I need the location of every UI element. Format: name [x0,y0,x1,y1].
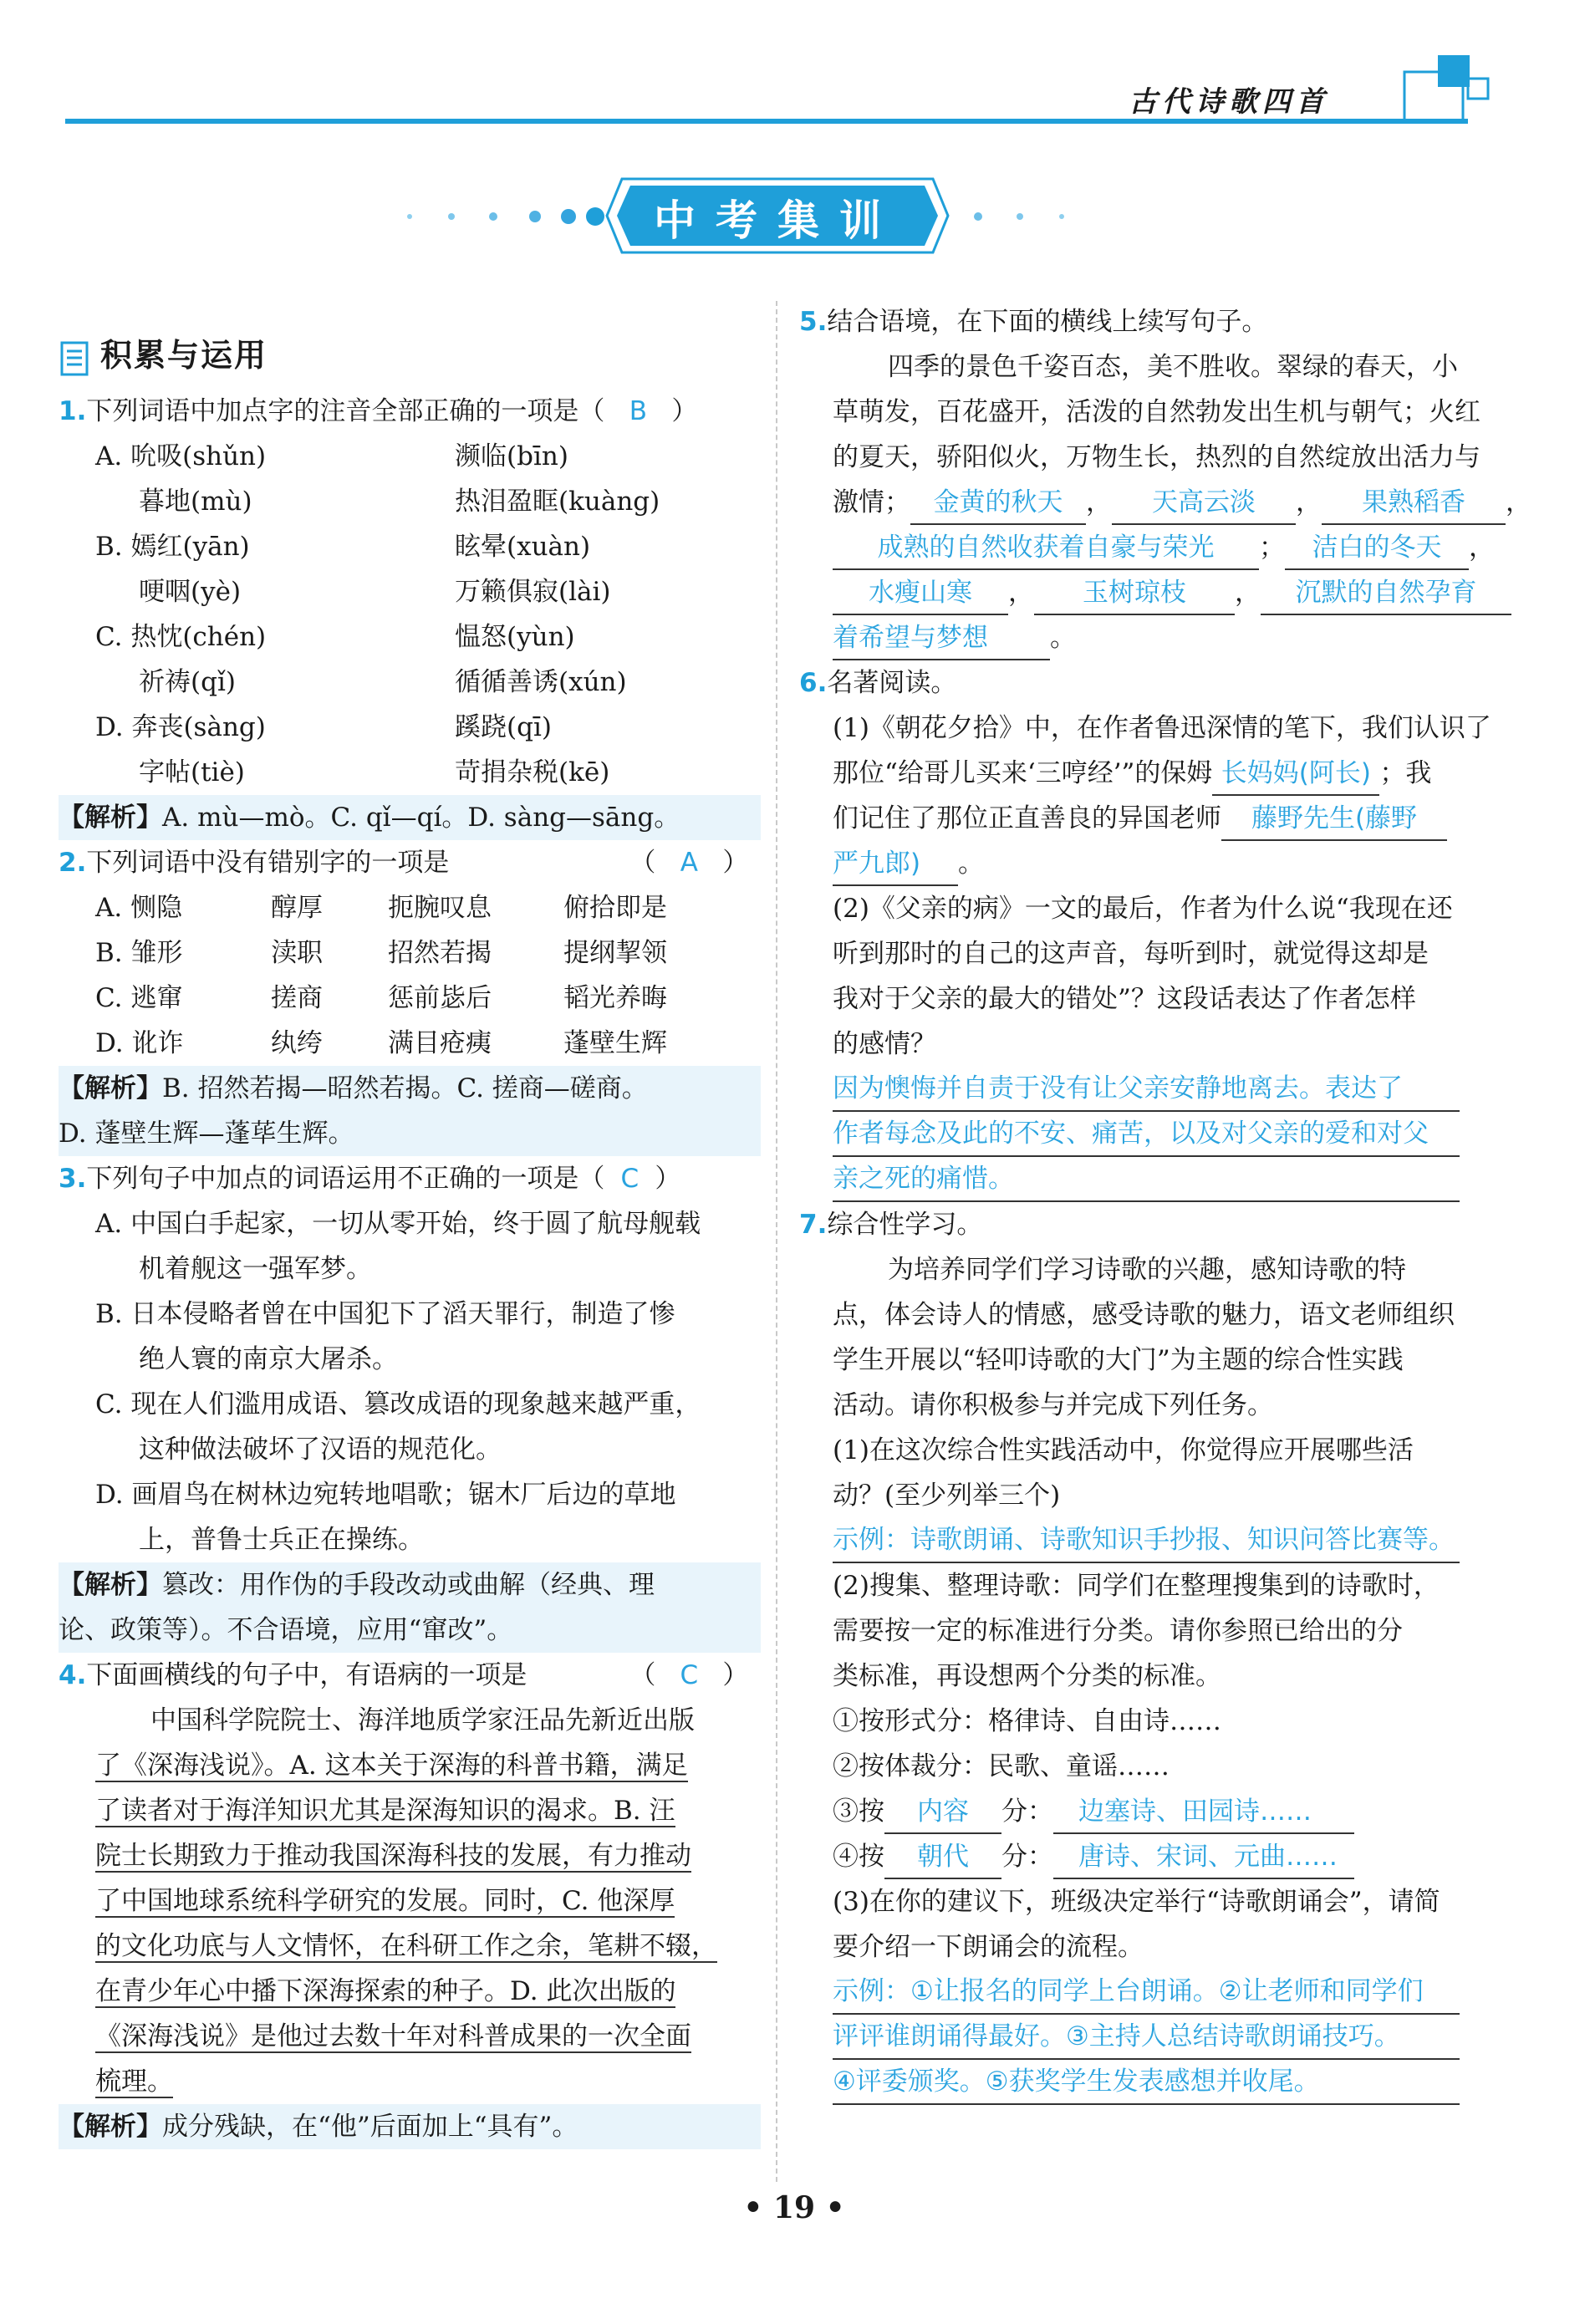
q2-option-row: C. 逃窜 搓商 惩前毖后 韬光养晦 [95,983,667,1013]
q6-stem: 6.名著阅读。 [799,668,957,698]
q7-task1-answer: 示例：诗歌朗诵、诗歌知识手抄报、知识问答比赛等。 [799,1518,1460,1563]
q6-line: 那位“给哥儿买来‘三哼经’”的保姆 长妈妈(阿长) ；我 [799,751,1493,796]
q4-stem: 4.下面画横线的句子中，有语病的一项是 （ C ） [59,1653,761,1698]
q7-line: ②按体裁分：民歌、童谣…… [833,1751,1170,1781]
q7-line: 为培养同学们学习诗歌的兴趣，感知诗歌的特 [888,1255,1406,1285]
q4-line: 在青少年心中播下深海探索的种子。D. 此次出版的 [95,1976,676,2006]
q2-analysis: 【解析】B. 招然若揭—昭然若揭。C. 搓商—磋商。 [59,1066,761,1111]
q3-line: B. 日本侵略者曾在中国犯下了滔天罪行，制造了惨 [95,1299,675,1329]
q7-line: 要介绍一下朗诵会的流程。 [833,1932,1144,1962]
q7-line: ①按形式分：格律诗、自由诗…… [833,1706,1221,1736]
q6-line: 听到那时的自己的这声音，每听到时，就觉得这却是 [833,939,1429,969]
q6-answer: 因为懊悔并自责于没有让父亲安静地离去。表达了 作者每念及此的不安、痛苦，以及对父亲的爱和对父 亲之死的痛惜。 [799,1067,1460,1202]
q7-line: 学生开展以“轻叩诗歌的大门”为主题的综合性实践 [833,1345,1404,1375]
q3-stem: 3.下列句子中加点的词语运用不正确的一项是（ C ） [59,1156,761,1201]
q1-option-row: C. 热忱(chén) 愠怒(yùn) [95,622,575,652]
q1-option-row: B. 嫣红(yān) 眩晕(xuàn) [95,532,591,562]
q7-stem: 7.综合性学习。 [799,1210,983,1240]
q7-task3-answer: 示例：①让报名的同学上台朗诵。②让老师和同学们 评评谁朗诵得最好。③主持人总结诗歌朗诵技巧。 ④评委颁奖。⑤获奖学生发表感想并收尾。 [799,1970,1460,2105]
q1-option-row: 祈祷(qǐ) 循循善诱(xún) [139,667,627,697]
q6-line: 的感情？ [833,1029,936,1059]
q4-line: 《深海浅说》是他过去数十年对科普成果的一次全面 [95,2021,691,2051]
q6-line: (1)《朝花夕拾》中，在作者鲁迅深情的笔下，我们认识了 [833,713,1491,743]
q7-line: (3)在你的建议下，班级决定举行“诗歌朗诵会”，请简 [833,1887,1440,1917]
q3-line: 这种做法破坏了汉语的规范化。 [139,1435,502,1465]
q6-line: 我对于父亲的最大的错处”？这段话表达了作者怎样 [833,984,1416,1014]
q7-line: 动？(至少列举三个) [833,1481,1061,1511]
left-column [59,322,761,2149]
q5-line: 四季的景色千姿百态，美不胜收。翠绿的春天，小 [888,352,1458,382]
q5-answer-row: 激情； 金黄的秋天 ， 天高云淡 ， 果熟稻香 ， [799,480,1493,525]
q1-answer: B [629,396,647,426]
right-column [799,299,1531,2105]
q2-stem: 2.下列词语中没有错别字的一项是 （ A ） [59,840,761,885]
q4-line: 院士长期致力于推动我国深海科技的发展，有力推动 [95,1841,691,1871]
q6-line: (2)《父亲的病》一文的最后，作者为什么说“我现在还 [833,894,1453,924]
q7-classify-row: ④按 朝代 分： 唐诗、宋词、元曲…… [799,1834,1493,1879]
q7-line: 需要按一定的标准进行分类。请你参照已给出的分 [833,1616,1403,1646]
q6-line: 严九郎) 。 [799,841,1493,886]
q3-answer: C [620,1164,640,1194]
q2-option-row: A. 恻隐 醇厚 扼腕叹息 俯拾即是 [95,893,667,923]
q5-answer-row: 水瘦山寒 ， 玉树琼枝 ， 沉默的自然孕育 [799,570,1493,615]
page-number: • 19 • [743,2190,845,2225]
q2-option-row: B. 雏形 渎职 招然若揭 提纲挈领 [95,938,667,968]
q7-line: (2)搜集、整理诗歌：同学们在整理搜集到的诗歌时， [833,1571,1440,1601]
q1-option-row: A. 吮吸(shǔn) 濒临(bīn) [95,441,568,471]
q4-line: 梳理。 [95,2067,173,2097]
q7-classify-row: ③按 内容 分： 边塞诗、田园诗…… [799,1789,1493,1834]
q6-line: 们记住了那位正直善良的异国老师 藤野先生(藤野 [799,796,1493,841]
header-title: 古代诗歌四首 [1129,85,1329,119]
q3-line: A. 中国白手起家，一切从零开始，终于圆了航母舰载 [95,1209,701,1239]
q1-analysis: 【解析】A. mù—mò。C. qǐ—qí。D. sàng—sāng。 [59,795,761,840]
q2-answer: A [680,848,698,878]
q4-line: 了《深海浅说》。A. 这本关于深海的科普书籍，满足 [95,1751,688,1781]
q5-line: 的夏天，骄阳似火，万物生长，热烈的自然绽放出活力与 [833,442,1480,472]
q1-stem: 1.下列词语中加点字的注音全部正确的一项是（ B ） [59,389,761,434]
q4-answer: C [680,1660,699,1690]
q5-answer-row: 着希望与梦想 。 [799,615,1493,660]
q3-analysis-cont: 论、政策等）。不合语境，应用“窜改”。 [59,1608,761,1653]
q7-line: 类标准，再设想两个分类的标准。 [833,1661,1221,1691]
q1-option-row: D. 奔丧(sàng) 蹊跷(qī) [95,712,552,742]
banner-title: 中考集训 [654,196,901,245]
q4-line: 了中国地球系统科学研究的发展。同时，C. 他深厚 [95,1886,675,1916]
q5-answer-row: 成熟的自然收获着自豪与荣光 ； 洁白的冬天 ， [799,525,1493,570]
q1-option-row: 字帖(tiè) 苛捐杂税(kē) [139,757,610,787]
q3-line: C. 现在人们滥用成语、篡改成语的现象越来越严重， [95,1389,701,1419]
q7-line: 点，体会诗人的情感，感受诗歌的魅力，语文老师组织 [833,1300,1455,1330]
q7-line: 活动。请你积极参与并完成下列任务。 [833,1390,1273,1420]
section-heading [59,322,761,389]
q2-option-row: D. 讹诈 纨绔 满目疮痍 蓬壁生辉 [95,1028,667,1058]
q3-line: D. 画眉鸟在树林边宛转地唱歌；锯木厂后边的草地 [95,1480,676,1510]
header-rule [65,119,1468,124]
q3-analysis: 【解析】篡改：用作伪的手段改动或曲解（经典、理 [59,1562,761,1608]
header-decoration [1398,52,1490,124]
section-title: 积累与运用 [100,336,268,374]
q3-line: 绝人寰的南京大屠杀。 [139,1344,398,1374]
notebook-icon [59,339,92,378]
q1-option-row: 哽咽(yè) 万籁俱寂(lài) [139,577,611,607]
q1-option-row: 暮地(mù) 热泪盈眶(kuàng) [139,487,660,517]
q7-line: (1)在这次综合性实践活动中，你觉得应开展哪些活 [833,1435,1414,1465]
q5-line: 草萌发，百花盛开，活泼的自然勃发出生机与朝气；火红 [833,397,1480,427]
q4-line: 的文化功底与人文情怀，在科研工作之余，笔耕不辍， [95,1931,717,1961]
q5-stem: 5.结合语境，在下面的横线上续写句子。 [799,307,1268,337]
q4-line: 了读者对于海洋知识尤其是深海知识的渴求。B. 汪 [95,1796,675,1826]
q3-line: 上，普鲁士兵正在操练。 [139,1525,424,1555]
q3-line: 机着舰这一强军梦。 [139,1254,372,1284]
q4-analysis: 【解析】成分残缺，在“他”后面加上“具有”。 [59,2104,761,2149]
q2-analysis-cont: D. 蓬壁生辉—蓬荜生辉。 [59,1111,761,1156]
q4-line: 中国科学院院士、海洋地质学家汪品先新近出版 [150,1705,695,1735]
